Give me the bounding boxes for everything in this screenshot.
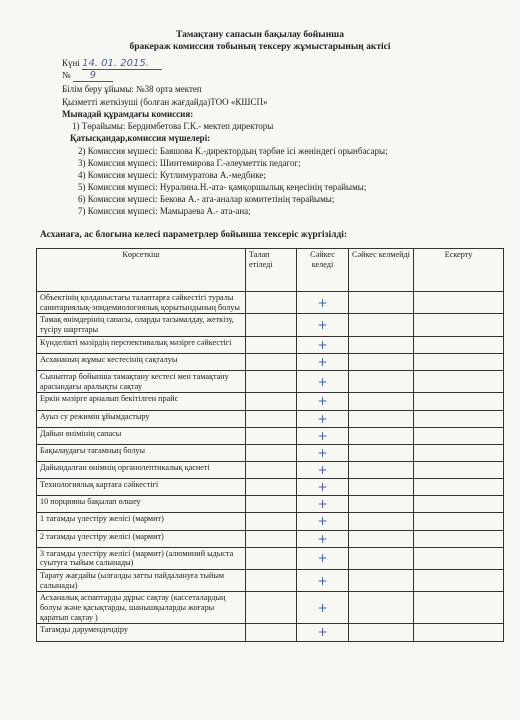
check-mark: + <box>317 445 328 460</box>
table-row <box>37 530 504 547</box>
table-row <box>37 513 504 530</box>
number-label: № <box>62 70 71 80</box>
school-line: Білім беру ұйымы: №38 орта мектеп <box>62 84 202 94</box>
check-mark: + <box>317 428 328 443</box>
row-label: Технологиялық картаға сәйкестігі <box>37 479 246 496</box>
table-row <box>37 410 504 427</box>
row-label: Ауыз су режимін ұйымдастыру <box>37 410 246 427</box>
check-mark: + <box>317 514 328 529</box>
table-row <box>37 547 504 569</box>
commission-header: Мынадай құрамдағы комиссия: <box>62 109 194 119</box>
check-mark: + <box>317 551 328 566</box>
check-mark: + <box>317 497 328 512</box>
row-label: Күнделікті мәзірдің перспективалық мәзірге сәйкестігі <box>37 336 246 353</box>
check-mark: + <box>317 337 328 352</box>
table-row <box>37 444 504 461</box>
number-value: 9 <box>73 70 113 82</box>
check-mark: + <box>317 411 328 426</box>
table-row <box>37 592 504 624</box>
row-label: Тамақ өнімдерінің сапасы, оларды тасымалдау, жеткізу, түсіру шарттары <box>37 314 246 336</box>
table-row <box>37 353 504 370</box>
table-row <box>37 393 504 410</box>
row-label: 10 порцияны бақылап өлшеу <box>37 496 246 513</box>
number-row <box>62 70 113 82</box>
check-mark: + <box>317 573 328 588</box>
member-line: 6) Комиссия мүшесі: Бекова А.- ата-аналар комитетінің төрайымы; <box>78 194 335 204</box>
check-mark: + <box>317 374 328 389</box>
table-row <box>37 427 504 444</box>
member-line: 3) Комиссия мүшесі: Шинтемирова Г.-әлеуметтік педагог; <box>78 158 301 168</box>
check-mark: + <box>317 354 328 369</box>
table-row <box>37 570 504 592</box>
member-line: 5) Комиссия мүшесі: Нуралина.Н.-ата- қамқоршылық кеңесінің төрайымы; <box>78 182 367 192</box>
col-indicator: Көрсеткіш <box>37 249 246 292</box>
check-mark: + <box>317 625 328 640</box>
row-label: Объектінің қолданыстағы талаптарға сәйкестігі туралы санитариялық-эпидемиологиялық қорытындының болуы <box>37 292 246 314</box>
check-mark: + <box>317 600 328 615</box>
check-mark: + <box>317 462 328 477</box>
table-row <box>37 479 504 496</box>
supplier-line: Қызметті жеткізуші (болған жағдайда)ТОО «КШСП» <box>62 97 268 107</box>
date-row <box>62 58 162 70</box>
check-mark: + <box>317 317 328 332</box>
table-header-row <box>37 249 504 292</box>
table-row <box>37 624 504 641</box>
title-line-2: бракераж комиссия тобының тексеру жұмыстарының актісі <box>129 42 391 52</box>
row-label: Дайындалған өнімнің органолептикалық қасиеті <box>37 461 246 478</box>
table-intro: Асханаға, ас блогына келесі параметрлер бойынша тексеріс жүргізілді: <box>40 230 348 240</box>
member-line: 2) Комиссия мүшесі: Баяшова К.-директордың тәрбие ісі жөніндегі орынбасары; <box>78 146 388 156</box>
row-label: Тағамды дәрумендендіру <box>37 624 246 641</box>
table-row <box>37 496 504 513</box>
row-label: 2 тағамды үлестіру желісі (мармит) <box>37 530 246 547</box>
row-label: Асханалық аспаптарды дұрыс сақтау (кассеталардың болуы және қасықтарды, шанышқыларды жоғары қаратып сақтау ) <box>37 592 246 624</box>
date-value: 14. 01. 2015. <box>82 58 162 70</box>
inspection-table <box>36 248 504 642</box>
title-line-1: Тамақтану сапасын бақылау бойынша <box>176 30 344 40</box>
date-label: Күні <box>62 58 80 68</box>
col-compliant: Сәйкес келеді <box>297 249 349 292</box>
row-label: 1 тағамды үлестіру желісі (мармит) <box>37 513 246 530</box>
row-label: Сыныптар бойынша тамақтану кестесі мен тамақтану арасындағы аралықты сақтау <box>37 371 246 393</box>
members-header: Қатысқандар,комиссия мүшелері: <box>70 133 211 143</box>
check-mark: + <box>317 480 328 495</box>
table-row <box>37 292 504 314</box>
table-row <box>37 314 504 336</box>
check-mark: + <box>317 295 328 310</box>
table-row <box>37 371 504 393</box>
check-mark: + <box>317 531 328 546</box>
row-label: Дайын өнімінің сапасы <box>37 427 246 444</box>
col-note: Ескерту <box>414 249 504 292</box>
col-noncompliant: Сәйкес келмейді <box>349 249 414 292</box>
row-label: 3 тағамды үлестіру желісі (мармит) (алюминий ыдыста суытуға тыйым салынады) <box>37 547 246 569</box>
row-label: Тарату жағдайы (ылғалды затты пайдалануға тыйым салынады) <box>37 570 246 592</box>
member-line: 7) Комиссия мүшесі: Мамыраева А.- ата-ана; <box>78 206 251 216</box>
row-label: Асхананың жұмыс кестесінің сақталуы <box>37 353 246 370</box>
table-row <box>37 336 504 353</box>
chair-line: 1) Төрайымы: Бердимбетова Г.К.- мектеп директоры <box>72 121 274 131</box>
row-label: Бақылаудағы тағамның болуы <box>37 444 246 461</box>
row-label: Еркін мәзірге арналып бекітілген прайс <box>37 393 246 410</box>
check-mark: + <box>317 394 328 409</box>
col-required: Талап етіледі <box>246 249 297 292</box>
member-line: 4) Комиссия мүшесі: Кутлимуратова А.-медбике; <box>78 170 266 180</box>
table-row <box>37 461 504 478</box>
